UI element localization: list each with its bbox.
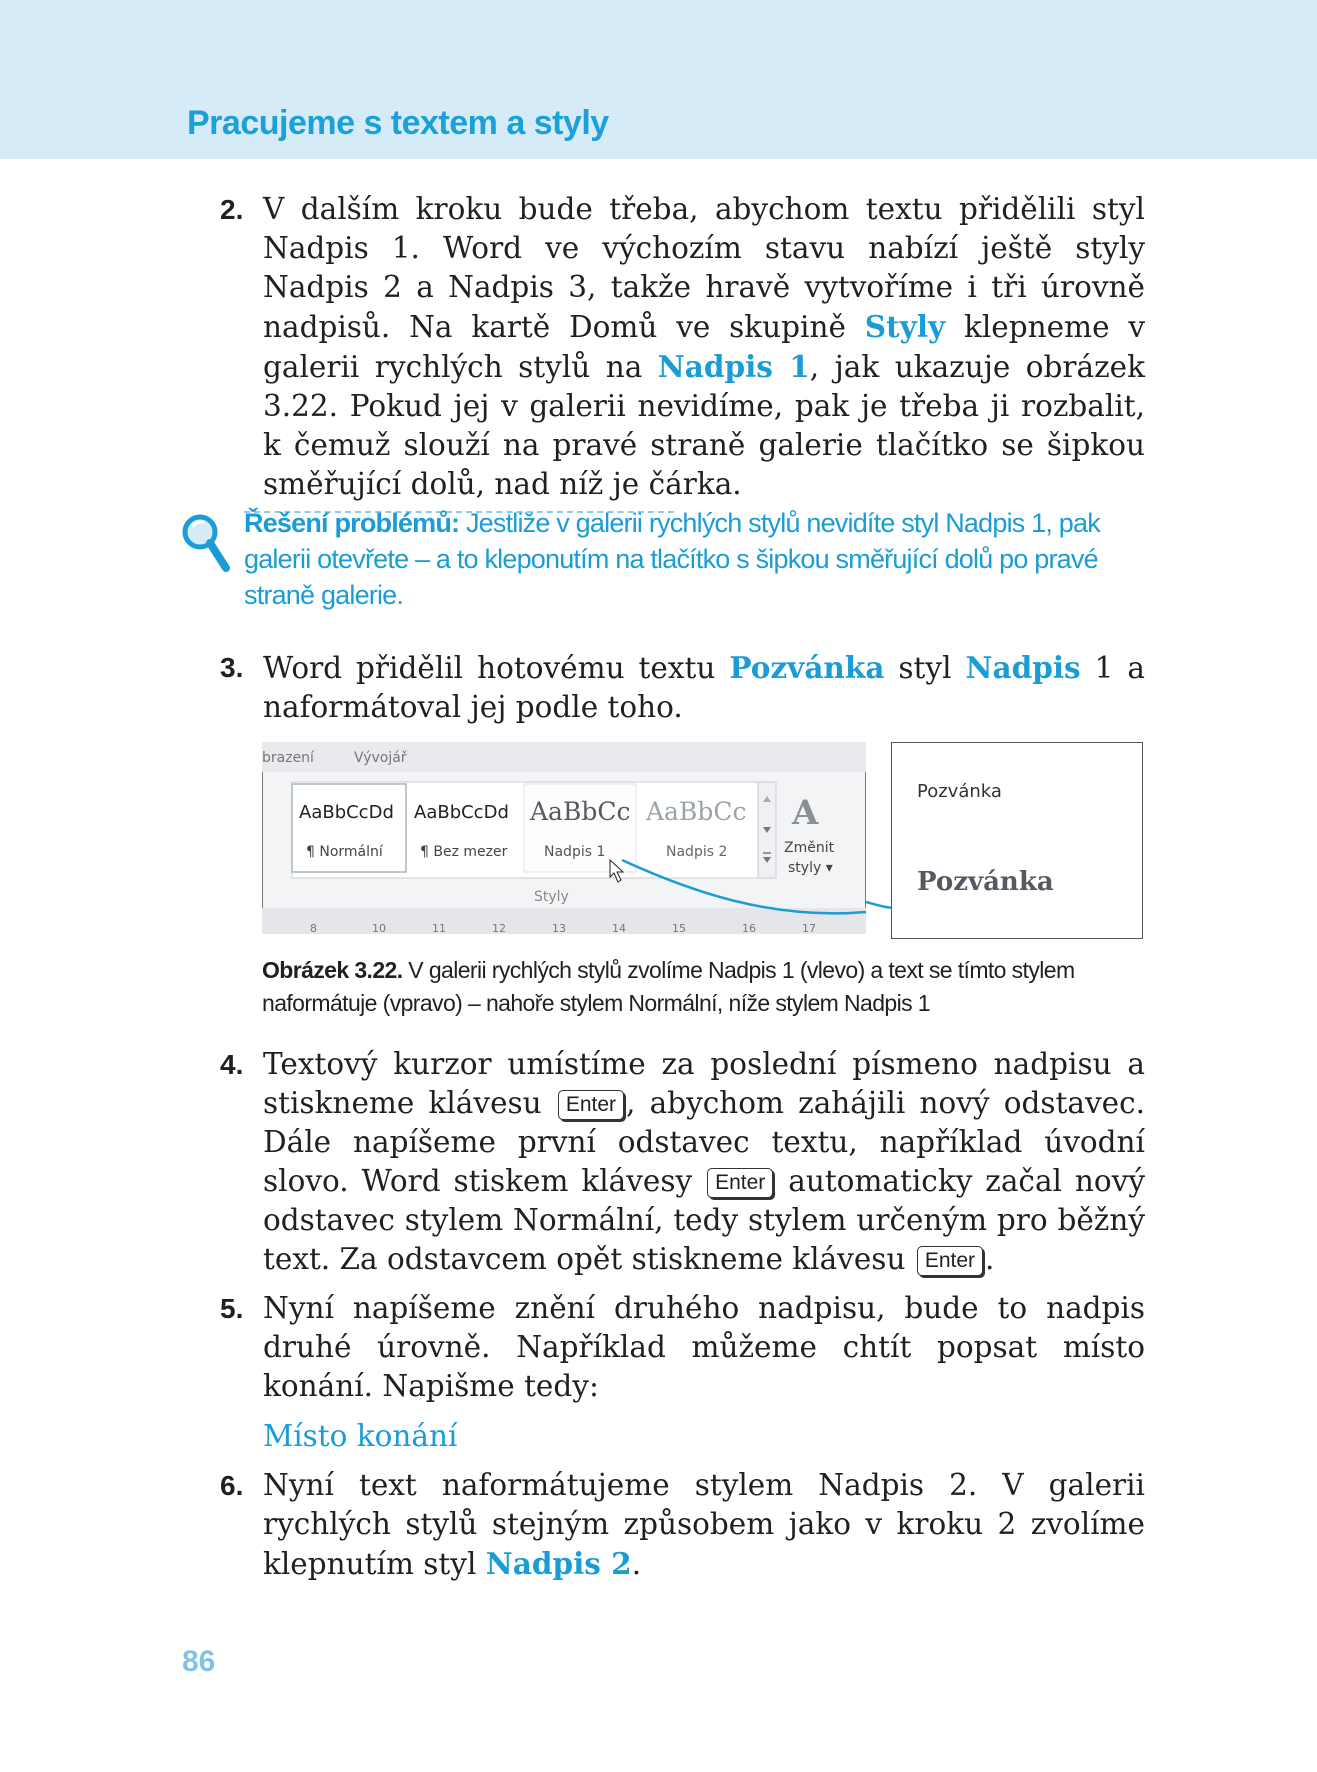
ruler-number: 8 (310, 922, 317, 934)
ruler-number: 12 (492, 922, 506, 934)
enter-key-icon: Enter (917, 1246, 983, 1276)
preview-normal-text: Pozvánka (917, 781, 1002, 802)
keyword-nadpis-1: Nadpis 1 (657, 349, 810, 384)
ruler-number: 16 (742, 922, 756, 934)
step-number: 5. (220, 1293, 244, 1324)
ribbon-tab-bar (262, 742, 866, 772)
step-2: 2. V dalším kroku bude třeba, abychom textu přidělili styl Nadpis 1. Word ve výchozím stavu nabízí ještě styly Nadpis 2 a Nadpis 3, takže hravě vytvoříme i tři úrovně nadpisů. Na kartě Domů ve skupině Styly klepneme v galerii rychlých stylů na Nadpis 1, jak ukazuje obrázek 3.22. Pokud jej v galerii nevidíme, pak je třeba ji rozbalit, k čemuž slouží na pravé straně galerie tlačítko se šipkou směřující dolů, nad níž je čárka. (220, 192, 1145, 501)
formatted-preview (891, 742, 1143, 939)
style-nadpis-2-name: Nadpis 2 (666, 844, 728, 860)
keyword-nadpis-2: Nadpis 2 (485, 1546, 632, 1581)
change-styles-label-1[interactable]: Změnit (784, 840, 835, 856)
style-nadpis-1-name: Nadpis 1 (544, 844, 606, 860)
caption-text: V galerii rychlých stylů zvolíme Nadpis 1 (vlevo) a text se tímto stylem naformátuje (vpravo) – nahoře stylem Normální, níže stylem Nadpis 1 (262, 957, 1075, 1016)
style-no-spacing-sample[interactable]: AaBbCcDd (414, 802, 509, 823)
ruler-number: 15 (672, 922, 686, 934)
style-nadpis-2-sample[interactable]: AaBbCc (646, 797, 747, 826)
keyword-nadpis: Nadpis (965, 650, 1081, 685)
ruler-number: 17 (802, 922, 816, 934)
tab-developer[interactable]: Vývojář (354, 750, 407, 766)
tip-text: Jestliže v galerii rychlých stylů nevidíte styl Nadpis 1, pak galerii otevřete – a to kleponutím na tlačítko s šipkou směřující dolů po pravé straně galerie. (244, 508, 1100, 610)
page-number: 86 (182, 1645, 216, 1678)
keyword-pozvanka: Pozvánka (729, 650, 885, 685)
style-normal-sample: AaBbCcDd (299, 802, 394, 823)
step-5: 5. Nyní napíšeme znění druhého nadpisu, bude to nadpis druhé úrovně. Například můžeme chtít popsat místo konání. Napišme tedy: Místo konání (220, 1289, 1145, 1456)
tip-box (244, 505, 1144, 613)
step-number: 6. (220, 1470, 244, 1501)
enter-key-icon: Enter (558, 1090, 624, 1120)
content-steps-4-6 (220, 1045, 1145, 1584)
styles-gallery-screenshot (262, 742, 866, 934)
step-4: 4. Textový kurzor umístíme za poslední písmeno nadpisu a stiskneme klávesu Enter , abychom zahájili nový odstavec. Dále napíšeme první odstavec textu, například úvodní slovo. Word stiskem klávesy Enter automaticky začal nový odstavec stylem Normální, tedy stylem určeným pro běžný text. Za odstavcem opět stiskneme klávesu Enter . (220, 1047, 1145, 1276)
ruler-number: 14 (612, 922, 626, 934)
ruler-number: 11 (432, 922, 446, 934)
change-styles-label-2[interactable]: styly ▾ (788, 860, 833, 876)
step-3: 3. Word přidělil hotovému textu Pozvánka styl Nadpis 1 a naformátoval jej podle toho. (220, 650, 1145, 724)
caption-label: Obrázek 3.22. (262, 957, 403, 983)
enter-key-icon: Enter (707, 1168, 773, 1198)
tab-view[interactable]: brazení (262, 750, 314, 766)
ruler-number: 10 (372, 922, 386, 934)
step-6: 6. Nyní text naformátujeme stylem Nadpis 2. V galerii rychlých stylů stejným způsobem jako v kroku 2 zvolíme klepnutím styl Nadpis 2. (220, 1468, 1145, 1581)
styles-group-label: Styly (534, 889, 569, 905)
magnifier-icon (180, 512, 232, 582)
figure-caption (262, 954, 1142, 1020)
page-header (0, 0, 1317, 159)
ruler-number: 13 (552, 922, 566, 934)
example-heading: Místo konání (263, 1419, 458, 1453)
style-normal-name: ¶ Normální (306, 844, 383, 860)
step-number: 4. (220, 1049, 244, 1080)
chapter-title: Pracujeme s textem a styly (187, 104, 609, 142)
step-number: 3. (220, 652, 244, 683)
change-styles-icon[interactable]: A (792, 793, 819, 833)
tip-label: Řešení problémů: (244, 508, 460, 538)
preview-heading-text: Pozvánka (917, 867, 1054, 897)
content-step-3 (220, 648, 1145, 727)
keyword-styly: Styly (864, 309, 946, 344)
style-no-spacing-name: ¶ Bez mezer (420, 844, 508, 860)
step-number: 2. (220, 194, 244, 225)
content (220, 190, 1145, 504)
style-nadpis-1-sample: AaBbCc (530, 797, 631, 826)
